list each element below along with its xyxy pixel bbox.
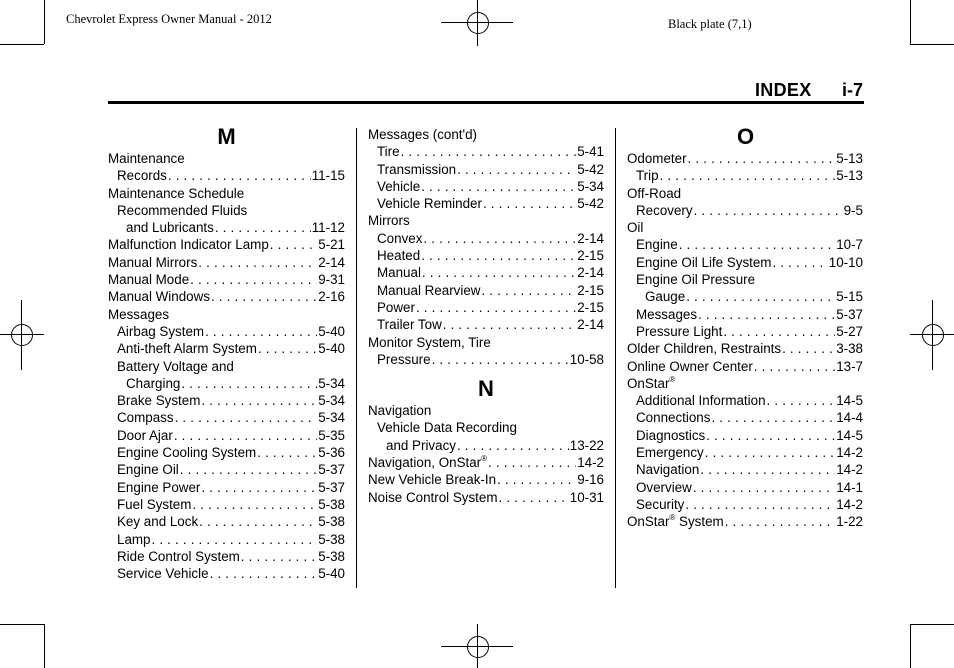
index-column-2 [368,124,604,506]
index-entry [108,150,345,167]
index-entry [108,323,345,340]
index-entry [108,513,345,530]
dot-leader [199,513,317,530]
dot-leader [241,548,317,565]
entry-text: Odometer [627,151,687,166]
index-entry [627,306,863,323]
entry-text: Gauge [645,289,686,305]
entry-text: Trip [636,168,659,184]
entry-text: and Lubricants [126,220,214,236]
dot-leader [215,219,311,236]
index-entry [368,454,604,471]
entry-page-ref: 9-31 [318,272,345,288]
entry-text: Compass [117,410,174,426]
dot-leader [686,288,835,305]
entry-text: Security [636,496,685,512]
entry-text: Vehicle Data Recording [377,420,517,436]
entry-page-ref: 14-1 [836,479,863,495]
entry-page-ref: 14-5 [836,393,863,409]
index-entry [108,340,345,357]
entry-text: Engine [636,237,678,253]
entry-text: Maintenance [108,151,185,166]
entry-page-ref: 14-2 [836,445,863,461]
entry-text: Pressure [377,351,431,367]
index-entry [368,178,604,195]
dot-leader [688,150,836,167]
entry-page-ref: 10-7 [836,237,863,253]
registered-mark: ® [481,454,488,464]
entry-text: Lamp [117,531,151,547]
entry-text: Malfunction Indicator Lamp [108,237,269,253]
index-entry [108,444,345,461]
crop-mark [910,0,911,44]
dot-leader [168,167,311,184]
entry-text: New Vehicle Break-In [368,472,497,488]
dot-leader [660,167,836,184]
entry-text: Trailer Tow [377,317,442,333]
entry-page-ref: 5-37 [318,479,345,495]
dot-leader [257,444,317,461]
entry-text: Navigation [368,403,432,419]
entry-text: Overview [636,479,692,495]
entry-text: Noise Control System [368,489,498,505]
entry-page-ref: 2-15 [577,282,604,298]
dot-leader [152,531,318,548]
dot-leader [457,437,569,454]
dot-leader [258,340,317,357]
entry-text: Vehicle Reminder [377,196,482,212]
entry-text: Online Owner Center [627,358,753,374]
entry-page-ref: 11-15 [311,168,345,184]
entry-text: Power [377,299,415,315]
index-entry [627,444,863,461]
entry-page-ref: 9-16 [577,472,604,488]
section-letter: N [478,376,494,402]
dot-leader [192,496,317,513]
index-entry [627,513,863,530]
index-entry [627,496,863,513]
dot-leader [782,340,835,357]
section-letter: M [217,124,236,149]
entry-text: Ride Control System [117,548,240,564]
index-entry [108,565,345,582]
index-entry [627,427,863,444]
entry-page-ref: 5-34 [318,410,345,426]
index-entry [108,392,345,409]
index-entry [108,409,345,426]
dot-leader [401,143,577,160]
entry-page-ref: 5-36 [318,445,345,461]
entry-page-ref: 5-34 [318,375,345,391]
index-entry [368,299,604,316]
dot-leader [685,496,835,513]
dot-leader [432,351,569,368]
index-entry [627,219,863,236]
entry-page-ref: 14-5 [836,427,863,443]
entry-text: Records [117,168,167,184]
index-entry [108,496,345,513]
entry-page-ref: 5-38 [318,548,345,564]
dot-leader [725,513,835,530]
entry-text: Anti-theft Alarm System [117,341,257,357]
entry-text: Manual Mode [108,272,190,288]
entry-page-ref: 14-2 [577,455,604,471]
dot-leader [205,323,317,340]
index-entry [627,323,863,340]
entry-text: Manual [377,265,421,281]
index-entry [627,375,863,392]
entry-text: Door Ajar [117,427,173,443]
registered-mark: ® [669,513,676,523]
entry-page-ref: 14-2 [836,462,863,478]
entry-text: Manual Rearview [377,282,481,298]
entry-text: Engine Oil Pressure [636,272,756,288]
dot-leader [772,254,827,271]
index-entry [108,358,345,375]
page-number: i-7 [842,80,864,100]
index-entry [368,195,604,212]
index-entry [368,212,604,229]
dot-leader [497,471,576,488]
dot-leader [211,288,317,305]
dot-leader [698,306,835,323]
dot-leader [457,161,576,178]
entry-text: Recommended Fluids [117,202,248,218]
dot-leader [190,271,317,288]
entry-page-ref: 5-13 [836,151,863,166]
entry-page-ref: 13-7 [836,358,863,374]
entry-page-ref: 5-40 [318,566,345,582]
entry-page-ref: 2-16 [318,289,345,305]
index-entry [108,271,345,288]
entry-page-ref: 9-5 [843,202,863,218]
index-entry [108,288,345,305]
entry-text: Airbag System [117,323,205,339]
entry-page-ref: 2-14 [577,230,604,246]
index-entry [368,264,604,281]
index-entry [627,358,863,375]
dot-leader [693,479,835,496]
entry-text: Messages [636,306,698,322]
entry-page-ref: 5-15 [836,289,863,305]
entry-page-ref: 11-12 [311,220,345,236]
entry-text: Recovery [636,202,693,218]
entry-text: Navigation [636,462,700,478]
crop-mark [910,624,911,668]
entry-text: Additional Information [636,393,766,409]
index-entry [627,271,863,288]
entry-page-ref: 13-22 [569,437,604,453]
index-entry [627,236,863,253]
index-entry [627,167,863,184]
index-entry [368,437,604,454]
registered-mark: ® [669,374,676,384]
section-letter: O [736,124,755,149]
plate-label: Black plate (7,1) [668,17,752,31]
dot-leader [201,479,317,496]
dot-leader [201,392,317,409]
entry-page-ref: 5-41 [577,144,604,160]
index-column-3 [627,124,863,531]
entry-text: Connections [636,410,711,426]
entry-text: Engine Oil Life System [636,254,772,270]
index-entry [627,288,863,305]
index-entry [368,334,604,351]
entry-text: Pressure Light [636,323,723,339]
entry-text: Tire [377,144,400,160]
entry-page-ref: 5-38 [318,514,345,530]
index-entry [368,161,604,178]
entry-text: OnStar® System [627,513,724,530]
dot-leader [711,409,835,426]
crop-mark [910,44,954,45]
entry-text: Oil [627,220,644,236]
index-entry [108,531,345,548]
entry-text: Engine Oil [117,462,179,478]
index-column-1 [108,124,345,582]
dot-leader [210,565,318,582]
index-entry [368,316,604,333]
index-entry [108,254,345,271]
index-entry [627,479,863,496]
entry-page-ref: 5-40 [318,323,345,339]
entry-text: Heated [377,248,421,264]
dot-leader [422,264,576,281]
dot-leader [499,489,569,506]
crop-mark [44,0,45,44]
entry-page-ref: 5-13 [836,168,863,184]
index-entry [368,351,604,368]
dot-leader [175,409,318,426]
column-divider [356,128,357,588]
index-entry [368,282,604,299]
index-entry [368,247,604,264]
entry-page-ref: 14-2 [836,496,863,512]
entry-page-ref: 2-14 [318,254,345,270]
index-entry [108,185,345,202]
dot-leader [723,323,835,340]
entry-text: OnStar® [627,374,676,391]
document-title: Chevrolet Express Owner Manual - 2012 [66,12,272,26]
entry-page-ref: 5-42 [577,196,604,212]
dot-leader [180,461,317,478]
index-entry [108,236,345,253]
entry-text: Manual Windows [108,289,210,305]
dot-leader [700,461,835,478]
index-entry [108,479,345,496]
dot-leader [174,427,317,444]
entry-text: Service Vehicle [117,566,209,582]
entry-page-ref: 2-14 [577,317,604,333]
entry-page-ref: 5-35 [318,427,345,443]
index-entry [627,340,863,357]
entry-text: Charging [126,375,181,391]
entry-page-ref: 5-40 [318,341,345,357]
entry-text: Transmission [377,161,457,177]
entry-text: Messages (cont'd) [368,127,477,142]
entry-text: Vehicle [377,178,421,194]
index-entry [627,254,863,271]
dot-leader [694,202,843,219]
entry-text: Fuel System [117,496,192,512]
entry-page-ref: 14-4 [836,410,863,426]
dot-leader [481,282,576,299]
entry-page-ref: 2-15 [577,248,604,264]
index-entry [368,419,604,436]
dot-leader [443,316,576,333]
entry-text: Convex [377,230,423,246]
dot-leader [198,254,317,271]
column-divider [615,128,616,588]
entry-text: Navigation, OnStar® [368,454,488,471]
entry-page-ref: 2-14 [577,265,604,281]
index-entry [108,375,345,392]
entry-page-ref: 3-38 [836,341,863,357]
index-entry [108,461,345,478]
entry-page-ref: 1-22 [836,514,863,530]
index-entry [368,471,604,488]
entry-page-ref: 10-31 [569,489,604,505]
dot-leader [679,236,835,253]
dot-leader [483,195,576,212]
index-entry [108,427,345,444]
index-entry [108,219,345,236]
dot-leader [423,230,576,247]
crop-mark [0,44,44,45]
entry-text: Engine Cooling System [117,445,257,461]
index-entry [627,392,863,409]
index-entry [108,306,345,323]
header-rule [108,101,864,104]
dot-leader [421,247,576,264]
crop-mark [910,624,954,625]
dot-leader [754,358,835,375]
entry-text: Monitor System, Tire [368,334,491,350]
entry-text: Messages [108,306,170,322]
entry-text: Off-Road [627,185,682,201]
entry-text: Mirrors [368,213,410,229]
crop-mark [44,624,45,668]
index-entry [108,202,345,219]
index-entry [627,150,863,167]
entry-page-ref: 5-34 [318,393,345,409]
entry-text: Emergency [636,445,704,461]
index-entry [108,167,345,184]
entry-page-ref: 5-38 [318,496,345,512]
entry-page-ref: 5-37 [836,306,863,322]
index-entry [627,461,863,478]
entry-page-ref: 2-15 [577,299,604,315]
index-entry [368,126,604,143]
dot-leader [181,375,317,392]
entry-text: Diagnostics [636,427,706,443]
entry-page-ref: 5-42 [577,161,604,177]
dot-leader [706,427,835,444]
entry-text: Manual Mirrors [108,254,198,270]
entry-text: Brake System [117,393,201,409]
entry-text: Battery Voltage and [117,358,234,374]
dot-leader [488,454,576,471]
index-entry [368,489,604,506]
dot-leader [705,444,835,461]
entry-page-ref: 5-34 [577,178,604,194]
dot-leader [421,178,576,195]
entry-page-ref: 5-38 [318,531,345,547]
dot-leader [416,299,576,316]
entry-page-ref: 10-58 [569,351,604,367]
index-entry [368,143,604,160]
index-entry [108,548,345,565]
crop-mark [0,624,44,625]
entry-page-ref: 5-21 [318,237,345,253]
entry-text: and Privacy [386,437,456,453]
dot-leader [767,392,836,409]
entry-text: Key and Lock [117,514,199,530]
entry-page-ref: 5-37 [318,462,345,478]
index-entry [368,230,604,247]
dot-leader [270,236,317,253]
index-entry [627,185,863,202]
entry-text: Older Children, Restraints [627,341,782,357]
section-title: INDEX [755,80,812,100]
index-entry [627,202,863,219]
index-entry [627,409,863,426]
index-entry [368,402,604,419]
entry-page-ref: 5-27 [836,323,863,339]
entry-text: Engine Power [117,479,201,495]
entry-text: Maintenance Schedule [108,185,245,201]
entry-page-ref: 10-10 [828,254,863,270]
